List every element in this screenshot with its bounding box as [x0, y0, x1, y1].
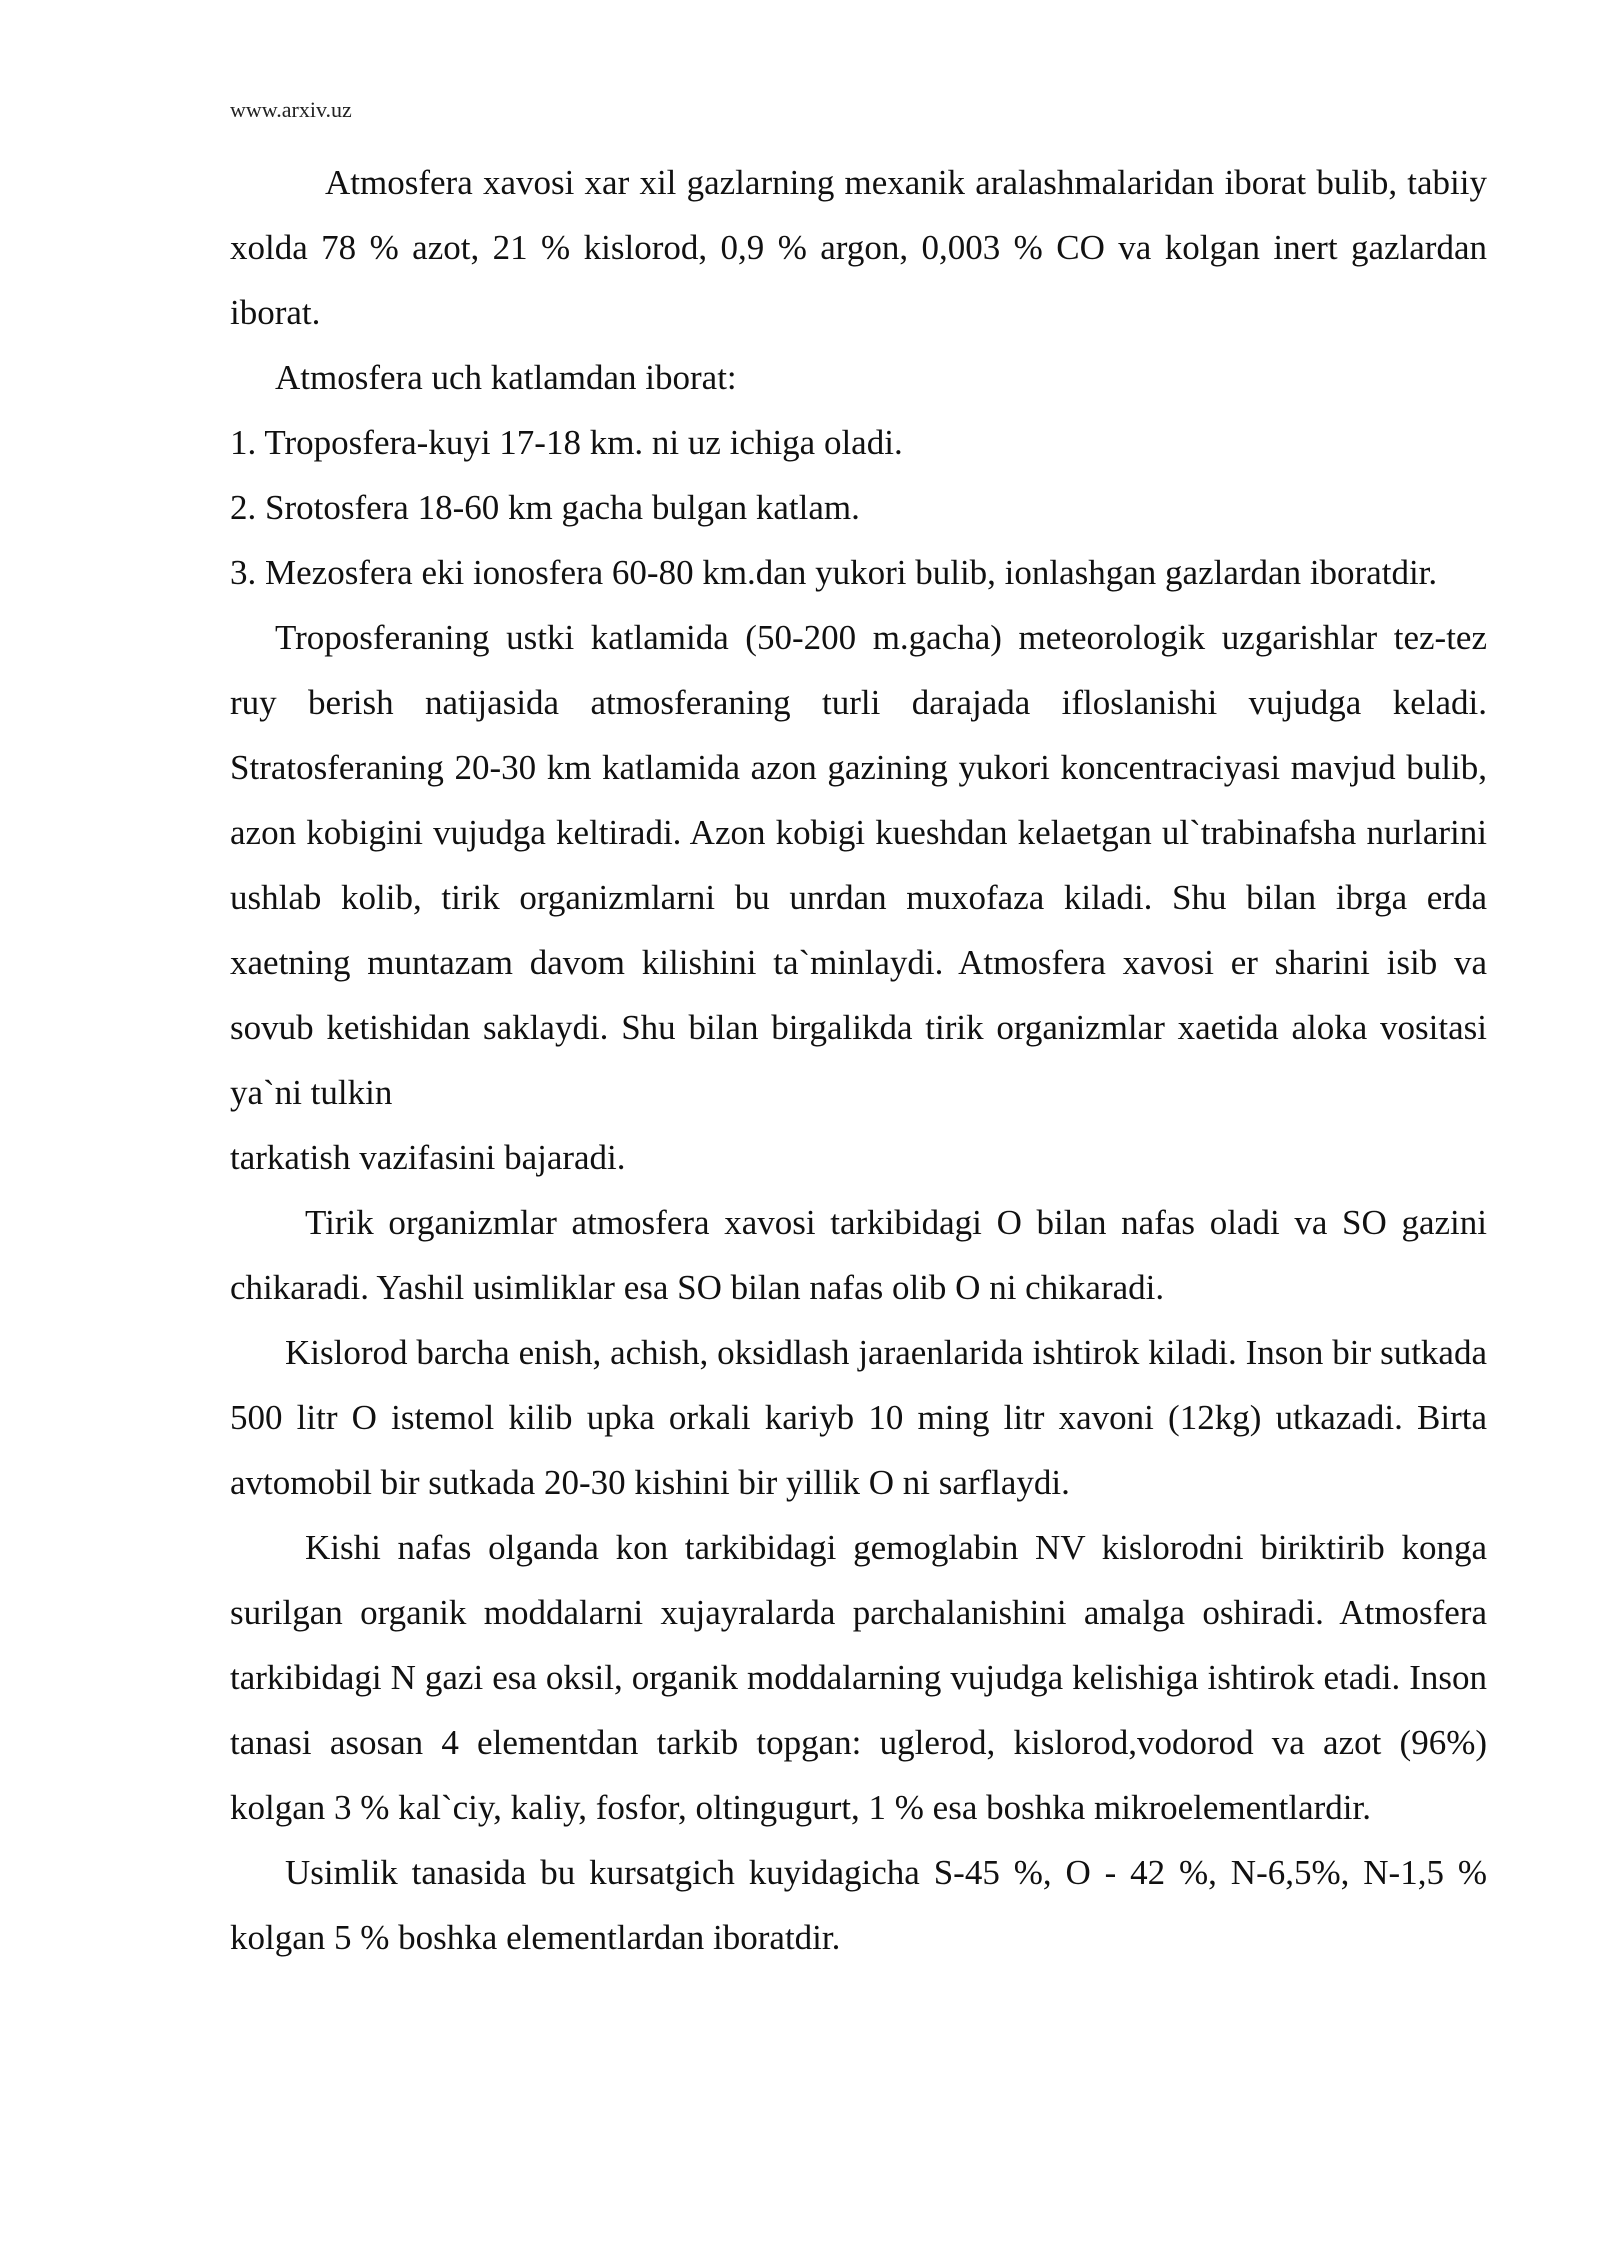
paragraph-layers-intro: Atmosfera uch katlamdan iborat:: [275, 358, 737, 397]
document-body: [230, 150, 1487, 1970]
paragraph-human-body: Kishi nafas olganda kon tarkibidagi gemoglabin NV kislorodni biriktirib konga surilgan organik moddalarni xujayralarda parchalanishini amalga oshiradi. Atmosfera tarkibidagi N gazi esa oksil, organik moddalarning vujudga kelishiga ishtirok etadi. Inson tanasi asosan 4 elementdan tarkib topgan: uglerod, kislorod,vodorod va azot (96%) kolgan 3 % kal`ciy, kaliy, fosfor, oltingugurt, 1 % esa boshka mikroelementlardir.: [230, 1528, 1487, 1827]
site-url-header: www.arxiv.uz: [230, 97, 352, 122]
paragraph-atmosphere-composition: Atmosfera xavosi xar xil gazlarning mexanik aralashmalaridan iborat bulib, tabiiy xolda 78 % azot, 21 % kislorod, 0,9 % argon, 0,003 % CO va kolgan inert gazlardan iborat.: [230, 163, 1487, 332]
paragraph-continuation: tarkatish vazifasini bajaradi.: [230, 1138, 626, 1177]
list-item-stratosphere: 2. Srotosfera 18-60 km gacha bulgan katlam.: [230, 488, 860, 527]
list-item-mesosphere: 3. Mezosfera eki ionosfera 60-80 km.dan yukori bulib, ionlashgan gazlardan iboratdir.: [230, 553, 1438, 592]
paragraph-organisms-breathing: Tirik organizmlar atmosfera xavosi tarkibidagi O bilan nafas oladi va SO gazini chikaradi. Yashil usimliklar esa SO bilan nafas olib O ni chikaradi.: [230, 1203, 1487, 1307]
paragraph-troposphere-pollution: Troposferaning ustki katlamida (50-200 m.gacha) meteorologik uzgarishlar tez-tez ruy berish natijasida atmosferaning turli darajada ifloslanishi vujudga keladi. Stratosferaning 20-30 km katlamida azon gazining yukori koncentraciyasi mavjud bulib, azon kobigini vujudga keltiradi. Azon kobigi kueshdan kelaetgan ul`trabinafsha nurlarini ushlab kolib, tirik organizmlarni bu unrdan muxofaza kiladi. Shu bilan ibrga erda xaetning muntazam davom kilishini ta`minlaydi. Atmosfera xavosi er sharini isib va sovub ketishidan saklaydi. Shu bilan birgalikda tirik organizmlar xaetida aloka vositasi ya`ni tulkin: [230, 618, 1487, 1112]
paragraph-oxygen-usage: Kislorod barcha enish, achish, oksidlash jaraenlarida ishtirok kiladi. Inson bir sutkada 500 litr O istemol kilib upka orkali kariyb 10 ming litr xavoni (12kg) utkazadi. Birta avtomobil bir sutkada 20-30 kishini bir yillik O ni sarflaydi.: [230, 1333, 1487, 1502]
paragraph-plant-composition: Usimlik tanasida bu kursatgich kuyidagicha S-45 %, O - 42 %, N-6,5%, N-1,5 % kolgan 5 % boshka elementlardan iboratdir.: [230, 1853, 1487, 1957]
list-item-troposphere: 1. Troposfera-kuyi 17-18 km. ni uz ichiga oladi.: [230, 423, 903, 462]
